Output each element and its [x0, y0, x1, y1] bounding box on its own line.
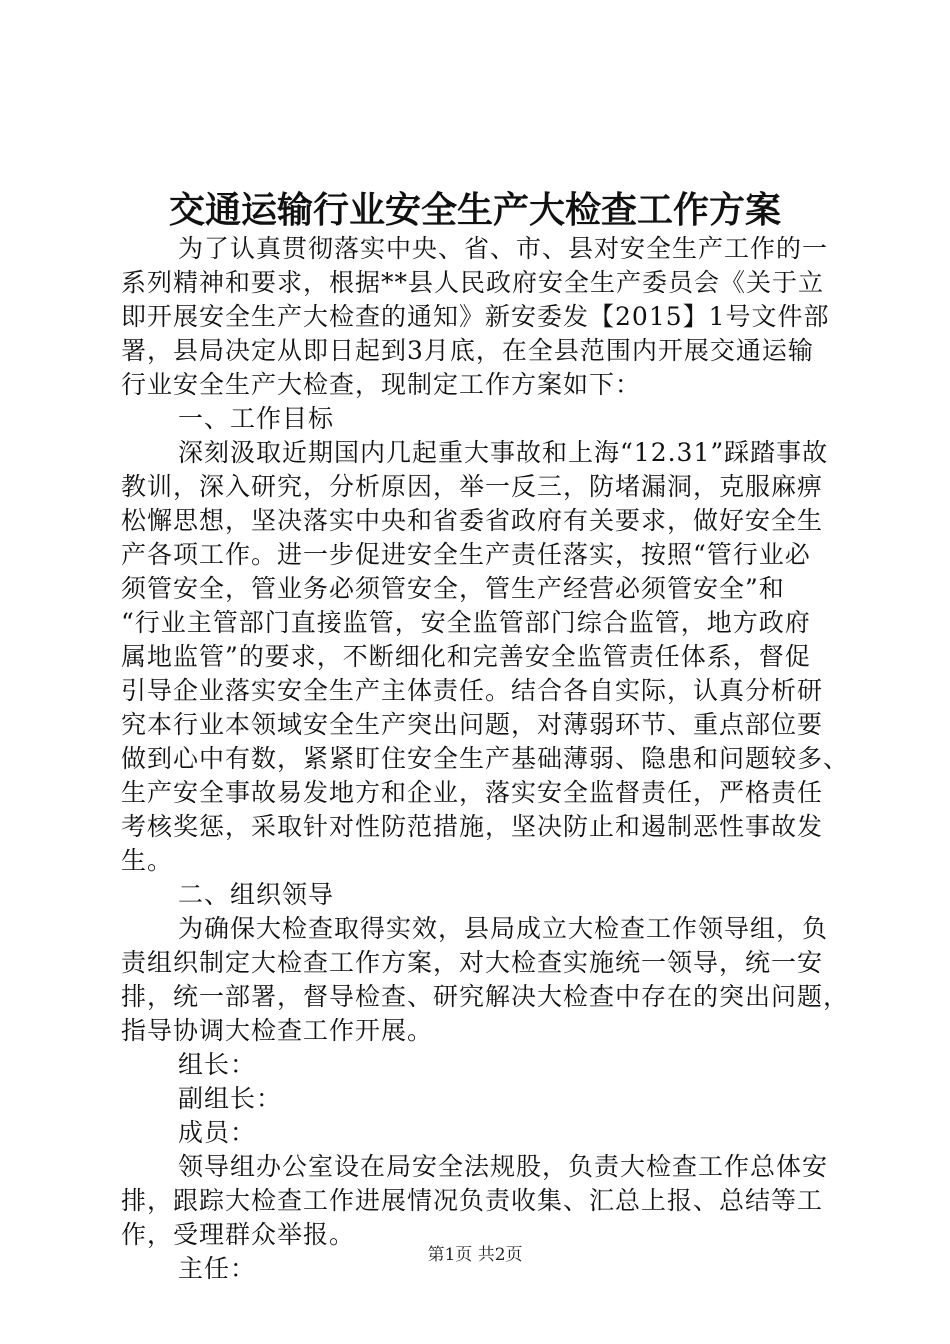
role-label: 组长：: [178, 1050, 257, 1079]
role-label: 主任：: [178, 1254, 257, 1283]
paragraph-line: 引导企业落实安全生产主体责任。结合各自实际，认真分析研: [121, 676, 824, 705]
paragraph-line: 指导协调大检查工作开展。: [121, 1016, 434, 1045]
paragraph-line: 系列精神和要求，根据**县人民政府安全生产委员会《关于立: [121, 268, 825, 297]
paragraph-line: 署，县局决定从即日起到3月底，在全县范围内开展交通运输: [121, 336, 814, 365]
paragraph-line: 做到心中有数，紧紧盯住安全生产基础薄弱、隐患和问题较多、: [121, 744, 850, 773]
paragraph-line: 作，受理群众举报。: [121, 1220, 356, 1249]
paragraph-line: “行业主管部门直接监管，安全监管部门综合监管，地方政府: [121, 608, 811, 637]
paragraph-line: 松懈思想，坚决落实中央和省委省政府有关要求，做好安全生: [121, 506, 824, 535]
role-label: 副组长：: [178, 1084, 283, 1113]
paragraph-line: 领导组办公室设在局安全法规股，负责大检查工作总体安: [178, 1152, 829, 1181]
document-title: 交通运输行业安全生产大检查工作方案: [168, 189, 781, 231]
role-label: 成员：: [178, 1118, 257, 1147]
section-heading: 二、组织领导: [178, 880, 335, 909]
section-heading: 一、工作目标: [178, 404, 335, 433]
page-footer: 第1页 共2页: [427, 1245, 523, 1265]
paragraph-line: 究本行业本领域安全生产突出问题，对薄弱环节、重点部位要: [121, 710, 824, 739]
document-body: [121, 232, 850, 1286]
paragraph-line: 教训，深入研究，分析原因，举一反三，防堵漏洞，克服麻痹: [121, 472, 824, 501]
paragraph-line: 为确保大检查取得实效，县局成立大检查工作领导组，负: [178, 914, 829, 943]
paragraph-line: 排，统一部署，督导检查、研究解决大检查中存在的突出问题，: [121, 982, 850, 1011]
paragraph-line: 深刻汲取近期国内几起重大事故和上海“12.31”踩踏事故: [178, 438, 829, 467]
paragraph-line: 生。: [121, 846, 174, 875]
paragraph-line: 生产安全事故易发地方和企业，落实安全监督责任，严格责任: [121, 778, 824, 807]
paragraph-line: 为了认真贯彻落实中央、省、市、县对安全生产工作的一: [178, 234, 829, 263]
paragraph-line: 属地监管”的要求，不断细化和完善安全监管责任体系，督促: [121, 642, 811, 671]
paragraph-line: 即开展安全生产大检查的通知》新安委发【2015】1号文件部: [121, 302, 830, 331]
paragraph-line: 须管安全，管业务必须管安全，管生产经营必须管安全”和: [121, 574, 785, 603]
paragraph-line: 责组织制定大检查工作方案，对大检查实施统一领导，统一安: [121, 948, 824, 977]
paragraph-line: 产各项工作。进一步促进安全生产责任落实，按照“管行业必: [121, 540, 811, 569]
paragraph-line: 考核奖惩，采取针对性防范措施，坚决防止和遏制恶性事故发: [121, 812, 824, 841]
paragraph-line: 行业安全生产大检查，现制定工作方案如下：: [121, 370, 642, 399]
paragraph-line: 排，跟踪大检查工作进展情况负责收集、汇总上报、总结等工: [121, 1186, 824, 1215]
